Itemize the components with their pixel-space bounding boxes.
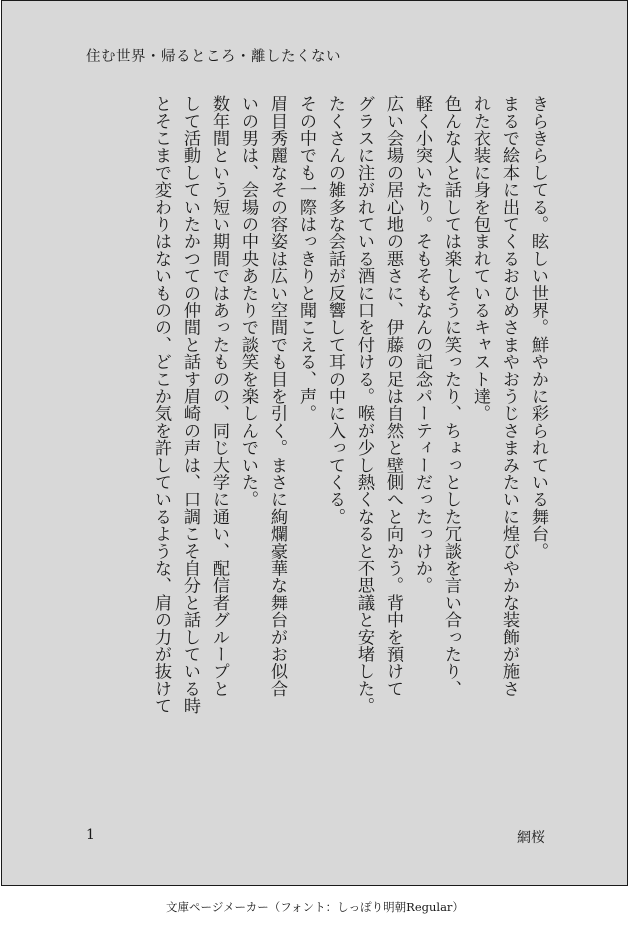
- text-line: 眉目秀麗なその容姿は広い空間でも目を引く。まさに絢爛豪華な舞台がお似合: [267, 95, 287, 697]
- text-line: とそこまで変わりはないものの、どこか気を許しているような、肩の力が抜けて: [151, 95, 171, 715]
- text-line: まるで絵本に出てくるおひめさまやおうじさまみたいに煌びやかな装飾が施さ: [499, 95, 519, 697]
- book-page: [1, 0, 628, 886]
- page-number: 1: [86, 827, 95, 843]
- text-line: 数年間という短い期間ではあったものの、同じ大学に通い、配信者グループと: [209, 95, 229, 697]
- text-line: 軽く小突いたり。そもそもなんの記念パーティーだったっけか。: [412, 95, 432, 594]
- author-name: 網桜: [517, 830, 545, 846]
- text-line: いの男は、会場の中央あたりで談笑を楽しんでいた。: [238, 95, 258, 508]
- text-line: その中でも一際はっきりと聞こえる、声。: [296, 95, 316, 422]
- generator-caption: 文庫ページメーカー（フォント：しっぽり明朝Regular）: [166, 900, 464, 914]
- vertical-body-text: [88, 95, 552, 795]
- text-line: 色んな人と話しては楽しそうに笑ったり、ちょっとした冗談を言い合ったり、: [441, 95, 461, 697]
- text-line: たくさんの雑多な会話が反響して耳の中に入ってくる。: [325, 95, 345, 525]
- text-line: して活動していたかつての仲間と話す眉崎の声は、口調こそ自分と話している時: [180, 95, 200, 715]
- running-header: 住む世界・帰るところ・離したくない: [86, 49, 341, 65]
- text-line: 広い会場の居心地の悪さに、伊藤の足は自然と壁側へと向かう。背中を預けて: [383, 95, 403, 697]
- text-line: きらきらしてる。眩しい世界。鮮やかに彩られている舞台。: [528, 95, 548, 560]
- text-line: グラスに注がれている酒に口を付ける。喉が少し熱くなると不思議と安堵した。: [354, 95, 374, 715]
- text-line: れた衣装に身を包まれているキャスト達。: [470, 95, 490, 422]
